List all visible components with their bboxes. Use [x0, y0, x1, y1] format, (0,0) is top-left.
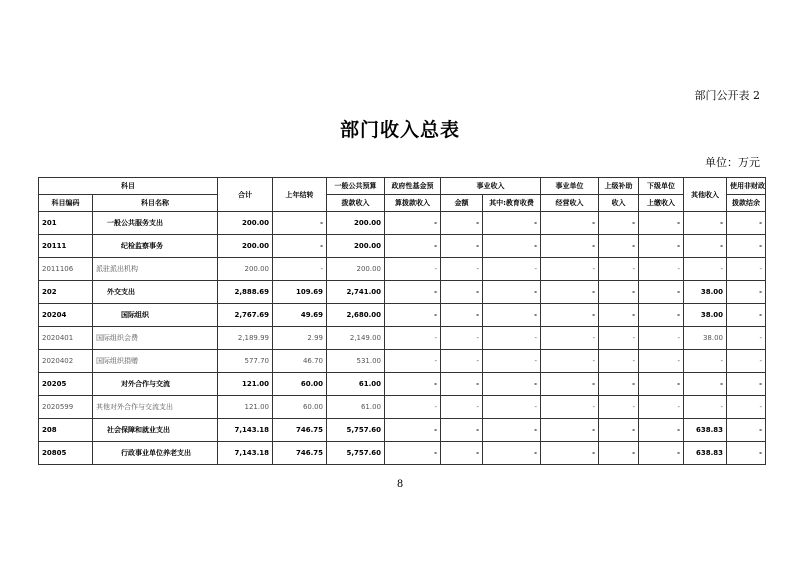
header-nonfiscal-a: 使用非财政: [727, 178, 766, 195]
row-value: -: [385, 442, 441, 465]
income-summary-table: [38, 177, 766, 465]
row-value: -: [541, 419, 599, 442]
header-education-fees: 其中:教育收费: [483, 195, 541, 212]
row-name: 一般公共服务支出: [93, 212, 218, 235]
row-value: -: [599, 419, 639, 442]
row-code: 2020401: [39, 327, 93, 350]
row-value: -: [727, 350, 766, 373]
table-row: [39, 396, 766, 419]
header-general-public-a: 一般公共预算: [327, 178, 385, 195]
row-value: -: [441, 327, 483, 350]
row-value: -: [727, 235, 766, 258]
row-value: 2,888.69: [218, 281, 273, 304]
row-value: -: [541, 373, 599, 396]
unit-label: 单位：万元: [705, 156, 760, 169]
row-value: 746.75: [273, 442, 327, 465]
row-value: 531.00: [327, 350, 385, 373]
row-value: 5,757.60: [327, 442, 385, 465]
row-value: -: [639, 304, 684, 327]
row-value: -: [541, 212, 599, 235]
row-value: 38.00: [684, 281, 727, 304]
row-value: -: [541, 442, 599, 465]
row-value: 577.70: [218, 350, 273, 373]
row-value: -: [385, 373, 441, 396]
row-value: -: [599, 373, 639, 396]
row-value: -: [727, 396, 766, 419]
row-code: 201: [39, 212, 93, 235]
row-value: 109.69: [273, 281, 327, 304]
row-value: -: [441, 212, 483, 235]
row-value: -: [639, 212, 684, 235]
row-value: 121.00: [218, 396, 273, 419]
table-row: [39, 327, 766, 350]
row-name: 纪检监察事务: [93, 235, 218, 258]
row-value: -: [727, 419, 766, 442]
row-value: 638.83: [684, 419, 727, 442]
row-value: 2,680.00: [327, 304, 385, 327]
row-value: -: [639, 419, 684, 442]
row-value: -: [599, 281, 639, 304]
row-value: -: [684, 396, 727, 419]
row-value: -: [639, 442, 684, 465]
row-value: 2,767.69: [218, 304, 273, 327]
row-value: -: [727, 212, 766, 235]
row-code: 20205: [39, 373, 93, 396]
header-general-public-b: 拨款收入: [327, 195, 385, 212]
row-value: -: [599, 396, 639, 419]
row-value: -: [441, 258, 483, 281]
row-value: -: [385, 304, 441, 327]
row-value: -: [639, 235, 684, 258]
row-value: -: [273, 235, 327, 258]
row-value: -: [483, 442, 541, 465]
row-value: -: [684, 258, 727, 281]
row-value: -: [599, 212, 639, 235]
row-value: -: [483, 304, 541, 327]
row-value: -: [385, 350, 441, 373]
table-row: [39, 373, 766, 396]
row-name: 行政事业单位养老支出: [93, 442, 218, 465]
row-name: 派驻派出机构: [93, 258, 218, 281]
row-value: -: [684, 212, 727, 235]
table-row: [39, 419, 766, 442]
row-value: -: [541, 327, 599, 350]
row-value: -: [541, 396, 599, 419]
row-value: 121.00: [218, 373, 273, 396]
row-value: -: [541, 281, 599, 304]
row-code: 2020402: [39, 350, 93, 373]
row-value: -: [639, 258, 684, 281]
row-value: -: [727, 258, 766, 281]
row-value: -: [483, 281, 541, 304]
row-code: 2020599: [39, 396, 93, 419]
row-name: 外交支出: [93, 281, 218, 304]
row-value: -: [273, 258, 327, 281]
row-value: 200.00: [218, 212, 273, 235]
row-value: -: [385, 212, 441, 235]
row-value: -: [483, 419, 541, 442]
row-value: -: [599, 304, 639, 327]
header-amount: 金额: [441, 195, 483, 212]
row-value: 200.00: [218, 235, 273, 258]
row-value: -: [385, 258, 441, 281]
header-gov-fund-a: 政府性基金预: [385, 178, 441, 195]
table-row: [39, 281, 766, 304]
row-value: -: [599, 327, 639, 350]
row-code: 2011106: [39, 258, 93, 281]
page-number: 8: [396, 479, 404, 490]
row-value: -: [273, 212, 327, 235]
row-value: 2.99: [273, 327, 327, 350]
row-value: -: [599, 235, 639, 258]
row-value: -: [441, 235, 483, 258]
row-value: 200.00: [327, 258, 385, 281]
row-value: 638.83: [684, 442, 727, 465]
row-name: 其他对外合作与交流支出: [93, 396, 218, 419]
header-superior-b: 收入: [599, 195, 639, 212]
header-subject: 科目: [39, 178, 218, 195]
row-value: -: [441, 350, 483, 373]
row-value: -: [441, 419, 483, 442]
row-value: 200.00: [327, 212, 385, 235]
row-value: -: [599, 350, 639, 373]
row-value: -: [441, 304, 483, 327]
row-value: 200.00: [218, 258, 273, 281]
row-value: 49.69: [273, 304, 327, 327]
row-value: -: [441, 281, 483, 304]
header-gov-fund-b: 算拨款收入: [385, 195, 441, 212]
header-other-income: 其他收入: [684, 178, 727, 212]
row-value: -: [684, 350, 727, 373]
row-value: -: [684, 235, 727, 258]
header-business-b: 经营收入: [541, 195, 599, 212]
header-career-income: 事业收入: [441, 178, 541, 195]
row-value: -: [385, 327, 441, 350]
header-subordinate-b: 上缴收入: [639, 195, 684, 212]
row-code: 208: [39, 419, 93, 442]
row-value: -: [639, 373, 684, 396]
row-value: -: [441, 396, 483, 419]
row-value: 5,757.60: [327, 419, 385, 442]
row-value: 38.00: [684, 304, 727, 327]
row-value: -: [385, 396, 441, 419]
row-value: -: [727, 281, 766, 304]
row-value: -: [385, 235, 441, 258]
row-value: -: [441, 442, 483, 465]
table-row: [39, 212, 766, 235]
row-value: -: [599, 442, 639, 465]
header-subordinate-a: 下级单位: [639, 178, 684, 195]
row-value: -: [483, 396, 541, 419]
row-value: -: [483, 350, 541, 373]
row-value: 7,143.18: [218, 442, 273, 465]
row-value: 60.00: [273, 396, 327, 419]
row-value: -: [727, 373, 766, 396]
row-value: -: [541, 258, 599, 281]
row-value: -: [727, 327, 766, 350]
row-name: 国际组织: [93, 304, 218, 327]
row-value: 746.75: [273, 419, 327, 442]
row-value: -: [639, 281, 684, 304]
header-code: 科目编码: [39, 195, 93, 212]
row-value: 2,149.00: [327, 327, 385, 350]
header-superior-a: 上级补助: [599, 178, 639, 195]
row-value: -: [727, 304, 766, 327]
table-row: [39, 442, 766, 465]
row-code: 202: [39, 281, 93, 304]
table-number-label: 部门公开表 2: [694, 89, 760, 102]
table-row: [39, 304, 766, 327]
row-value: 2,189.99: [218, 327, 273, 350]
row-value: -: [483, 258, 541, 281]
row-value: -: [639, 396, 684, 419]
row-value: -: [483, 327, 541, 350]
row-name: 社会保障和就业支出: [93, 419, 218, 442]
row-value: -: [727, 442, 766, 465]
header-business-a: 事业单位: [541, 178, 599, 195]
row-value: -: [541, 350, 599, 373]
row-code: 20204: [39, 304, 93, 327]
page-title: 部门收入总表: [339, 119, 460, 141]
header-carryover: 上年结转: [273, 178, 327, 212]
row-name: 国际组织捐赠: [93, 350, 218, 373]
row-code: 20111: [39, 235, 93, 258]
row-name: 对外合作与交流: [93, 373, 218, 396]
row-code: 20805: [39, 442, 93, 465]
row-value: -: [441, 373, 483, 396]
row-value: -: [541, 235, 599, 258]
row-value: -: [483, 212, 541, 235]
row-value: 38.00: [684, 327, 727, 350]
row-value: 61.00: [327, 396, 385, 419]
row-value: -: [541, 304, 599, 327]
row-value: -: [483, 373, 541, 396]
header-name: 科目名称: [93, 195, 218, 212]
table-row: [39, 235, 766, 258]
row-value: 60.00: [273, 373, 327, 396]
row-value: -: [385, 281, 441, 304]
header-nonfiscal-b: 拨款结余: [727, 195, 766, 212]
row-value: 2,741.00: [327, 281, 385, 304]
row-value: 7,143.18: [218, 419, 273, 442]
row-name: 国际组织会费: [93, 327, 218, 350]
row-value: 46.70: [273, 350, 327, 373]
row-value: -: [639, 350, 684, 373]
row-value: -: [684, 373, 727, 396]
table-row: [39, 350, 766, 373]
row-value: 61.00: [327, 373, 385, 396]
row-value: -: [385, 419, 441, 442]
row-value: -: [599, 258, 639, 281]
row-value: -: [639, 327, 684, 350]
header-total: 合计: [218, 178, 273, 212]
row-value: -: [483, 235, 541, 258]
row-value: 200.00: [327, 235, 385, 258]
table-row: [39, 258, 766, 281]
